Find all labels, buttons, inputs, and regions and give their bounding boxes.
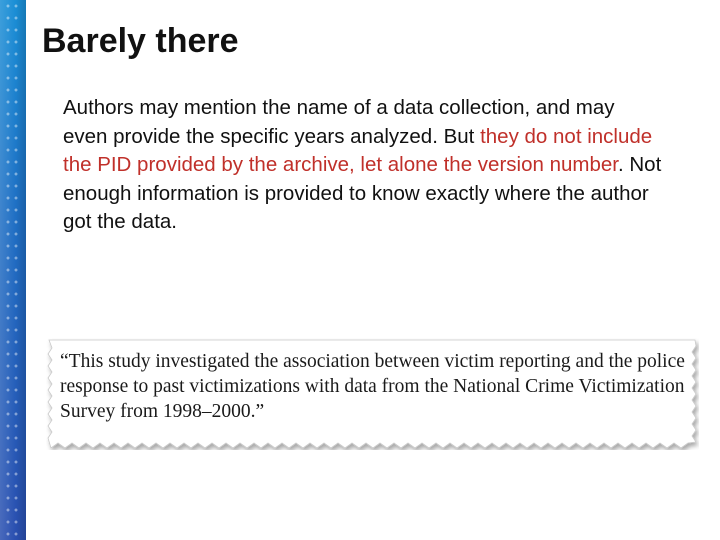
decorative-side-band [0,0,26,540]
body-text-intro: Authors may mention the name of a data collection, and may even provide the specific years analyzed. But [63,96,615,148]
body-paragraph [63,94,663,237]
body-text-highlight: they do not include the PID provided by the archive, let alone the version number [63,124,653,176]
slide-title: Barely there [42,22,239,60]
quoted-passage: “This study investigated the association between victim reporting and the police response to past victimizations with data from the National Crime Victimization Survey from 1998–2000.” [60,351,685,422]
body-text-outro: . Not enough information is provided to know exactly where the author got the data. [63,153,662,233]
